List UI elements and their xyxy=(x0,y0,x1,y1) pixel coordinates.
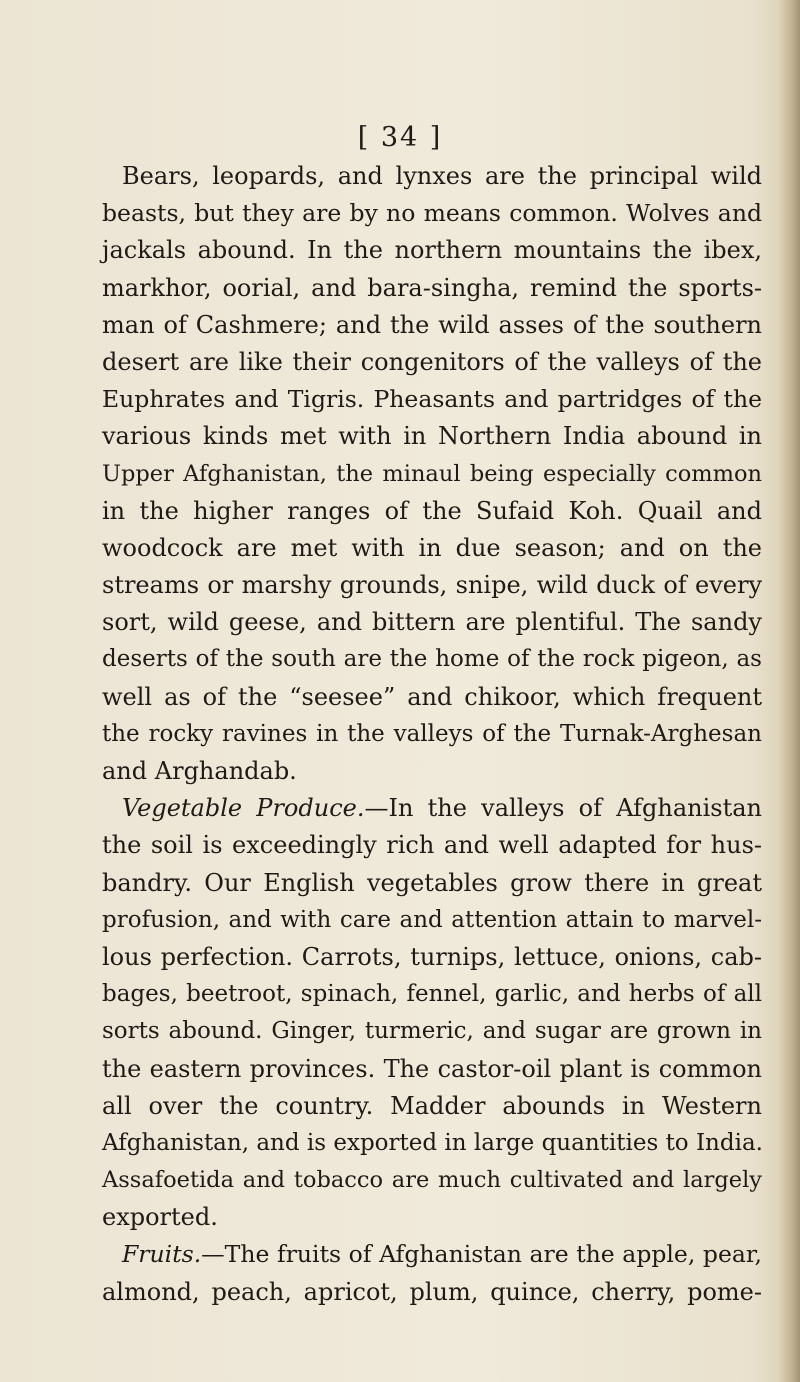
text-line: almond, peach, apricot, plum, quince, cherry, pome- xyxy=(102,1277,762,1306)
text-line: streams or marshy grounds, snipe, wild duck of every xyxy=(102,571,762,600)
fruits-first-line xyxy=(102,1236,762,1273)
text-line: markhor, oorial, and bara-singha, remind the sports- xyxy=(102,273,762,302)
text-line: the rocky ravines in the valleys of the Turnak-Arghesan xyxy=(102,720,762,747)
text-line: Bears, leopards, and lynxes are the principal wild xyxy=(122,162,762,190)
text-line: Euphrates and Tigris. Pheasants and partridges of the xyxy=(102,385,762,414)
text-line: deserts of the south are the home of the rock pigeon, as xyxy=(102,646,762,673)
text-run: —The fruits of Afghanistan are the apple, pear, xyxy=(201,1240,762,1269)
text-line: various kinds met with in Northern India abound in xyxy=(102,422,762,451)
text-line: sorts abound. Ginger, turmeric, and sugar are grown in xyxy=(102,1018,762,1045)
text-line: desert are like their congenitors of the valleys of the xyxy=(102,347,762,376)
text-line: woodcock are met with in due season; and on the xyxy=(102,533,762,562)
text-line: profusion, and with care and attention attain to marvel- xyxy=(102,906,762,933)
text-line: Upper Afghanistan, the minaul being especially common xyxy=(102,460,762,487)
section-heading-fruits: Fruits. xyxy=(122,1240,202,1269)
text-line: all over the country. Madder abounds in Western xyxy=(102,1091,762,1120)
text-line: well as of the “seesee” and chikoor, which frequent xyxy=(102,682,762,711)
text-line: beasts, but they are by no means common. Wolves and xyxy=(102,199,762,228)
text-line: sort, wild geese, and bittern are plentiful. The sandy xyxy=(102,608,762,637)
text-line: jackals abound. In the northern mountains the ibex, xyxy=(102,236,762,265)
text-line: man of Cashmere; and the wild asses of the southern xyxy=(102,310,762,339)
text-line: in the higher ranges of the Sufaid Koh. Quail and xyxy=(102,496,762,525)
page-number: [ 34 ] xyxy=(357,122,443,153)
section-heading-vegetable: Vegetable Produce. xyxy=(122,794,365,823)
text-line: Assafoetida and tobacco are much cultivated and largely xyxy=(102,1167,762,1194)
text-line: the soil is exceedingly rich and well adapted for hus- xyxy=(102,831,762,860)
vegetable-first-line xyxy=(102,790,762,827)
text-line: bandry. Our English vegetables grow there in great xyxy=(102,868,762,897)
body-text xyxy=(102,158,762,1311)
text-line: exported. xyxy=(102,1203,218,1232)
page-edge-shadow xyxy=(778,0,800,1382)
text-run: —In the valleys of Afghanistan xyxy=(364,794,763,823)
text-line: Afghanistan, and is exported in large quantities to India. xyxy=(102,1129,763,1156)
text-line: bages, beetroot, spinach, fennel, garlic, and herbs of all xyxy=(102,981,762,1008)
text-line: the eastern provinces. The castor-oil plant is common xyxy=(102,1054,762,1083)
text-line: and Arghandab. xyxy=(102,757,297,785)
text-line: lous perfection. Carrots, turnips, lettuce, onions, cab- xyxy=(102,942,762,971)
